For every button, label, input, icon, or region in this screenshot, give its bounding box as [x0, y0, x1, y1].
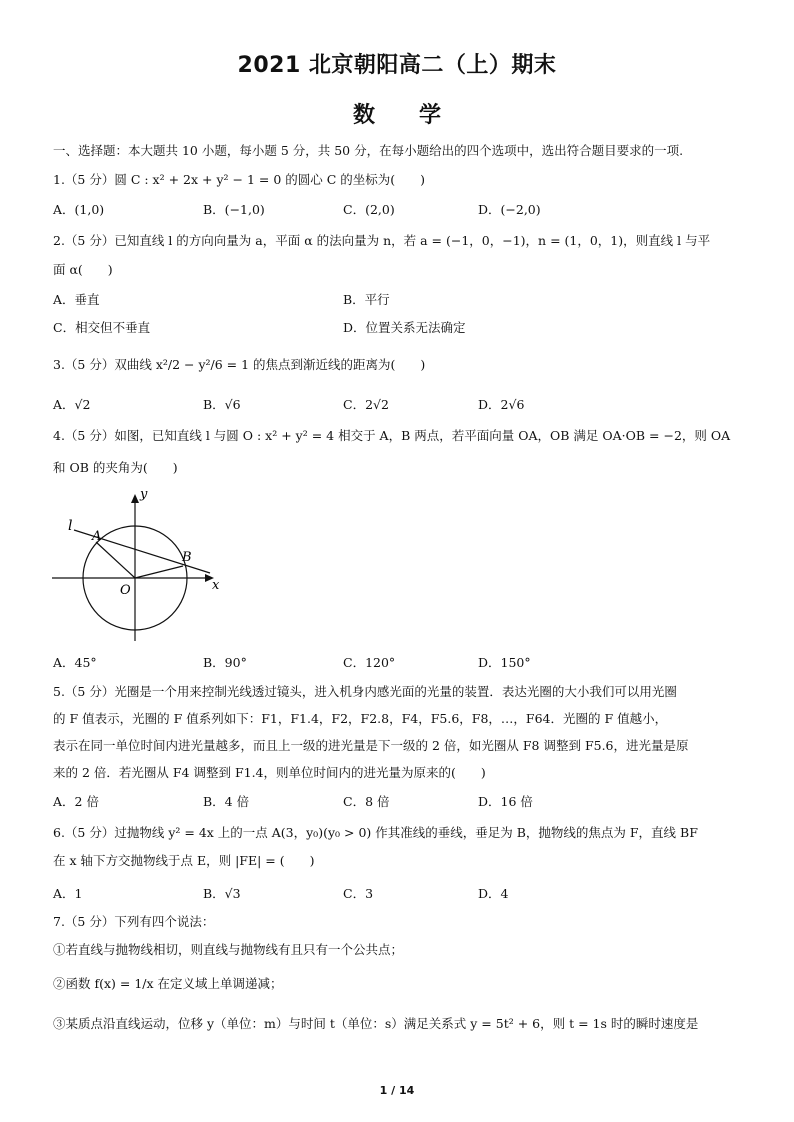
q1-option-b: B．(−1,0) [203, 202, 265, 217]
q2-option-c: C．相交但不垂直 [53, 320, 151, 335]
exam-title: 2021 北京朝阳高二（上）期末 [237, 53, 557, 78]
y-axis-arrow [131, 494, 139, 503]
label-o: O [120, 583, 131, 598]
q4-stem-line1: 4.（5 分）如图，已知直线 l 与圆 O : x² + y² = 4 相交于 A，B 两点，若平面向量 OA，OB 满足 OA·OB = −2，则 OA [53, 428, 731, 443]
q6-option-b: B．√3 [203, 886, 241, 901]
q2-stem-line1: 2.（5 分）已知直线 l 的方向向量为 a，平面 α 的法向量为 n，若 a = (−1，0，−1)，n = (1，0，1)，则直线 l 与平 [53, 233, 711, 248]
q5-option-b: B．4 倍 [203, 794, 250, 809]
q4-stem-line2: 和 OB 的夹角为( ) [53, 460, 178, 475]
q2-option-d: D．位置关系无法确定 [343, 320, 466, 335]
q5-option-a: A．2 倍 [53, 794, 99, 809]
q7-stem: 7.（5 分）下列有四个说法： [53, 914, 215, 929]
subject-title: 数 学 [352, 103, 441, 128]
q5-line1: 5.（5 分）光圈是一个用来控制光线透过镜头，进入机身内感光面的光量的装置．表达光圈的大小我们可以用光圈 [53, 684, 677, 699]
q3-option-d: D．2√6 [478, 397, 525, 412]
q2-option-a: A．垂直 [53, 292, 100, 307]
q4-option-d: D．150° [478, 655, 531, 670]
q5-option-d: D．16 倍 [478, 794, 533, 809]
q5-line2: 的 F 值表示，光圈的 F 值系列如下：F1，F1.4，F2，F2.8，F4，F5.6，F8，…，F64．光圈的 F 值越小， [53, 711, 668, 726]
q7-statement-2: ②函数 f(x) = 1/x 在定义域上单调递减； [53, 976, 283, 991]
circle-line-figure [52, 486, 232, 646]
q7-statement-1: ①若直线与抛物线相切，则直线与抛物线有且只有一个公共点； [53, 942, 404, 957]
q6-option-d: D．4 [478, 886, 509, 901]
label-b: B [182, 550, 192, 565]
q3-option-c: C．2√2 [343, 397, 389, 412]
q6-option-c: C．3 [343, 886, 374, 901]
label-x: x [212, 578, 220, 593]
q3-stem: 3.（5 分）双曲线 x²/2 − y²/6 = 1 的焦点到渐近线的距离为( ) [53, 357, 426, 372]
q1-stem: 1.（5 分）圆 C : x² + 2x + y² − 1 = 0 的圆心 C 的坐标为( ) [53, 172, 426, 187]
q7-statement-3: ③某质点沿直线运动，位移 y（单位：m）与时间 t（单位：s）满足关系式 y = 5t² + 6，则 t = 1s 时的瞬时速度是 [53, 1016, 699, 1031]
q6-line1: 6.（5 分）过抛物线 y² = 4x 上的一点 A(3，y₀)(y₀ > 0) 作其准线的垂线，垂足为 B，抛物线的焦点为 F，直线 BF [53, 825, 698, 840]
label-y: y [140, 487, 148, 502]
q3-option-a: A．√2 [53, 397, 91, 412]
q4-option-c: C．120° [343, 655, 396, 670]
label-l: l [68, 518, 73, 534]
label-a: A [92, 529, 102, 544]
q6-option-a: A．1 [53, 886, 83, 901]
q6-line2: 在 x 轴下方交抛物线于点 E，则 |FE| = ( ) [53, 853, 315, 868]
q1-option-a: A．(1,0) [53, 202, 105, 217]
q1-option-d: D．(−2,0) [478, 202, 541, 217]
radius-ob [135, 566, 183, 578]
q4-option-a: A．45° [53, 655, 97, 670]
q5-line3: 表示在同一单位时间内进光量越多，而且上一级的进光量是下一级的 2 倍，如光圈从 F8 调整到 F5.6，进光量是原 [53, 738, 689, 753]
q2-stem-line2: 面 α( ) [53, 262, 113, 277]
q1-option-c: C．(2,0) [343, 202, 395, 217]
page-number: 1 / 14 [379, 1084, 415, 1097]
q5-option-c: C．8 倍 [343, 794, 390, 809]
q5-line4: 来的 2 倍．若光圈从 F4 调整到 F1.4，则单位时间内的进光量为原来的( ) [53, 765, 486, 780]
section-heading: 一、选择题：本大题共 10 小题，每小题 5 分，共 50 分，在每小题给出的四个选项中，选出符合题目要求的一项. [53, 143, 684, 158]
q3-option-b: B．√6 [203, 397, 241, 412]
q4-option-b: B．90° [203, 655, 247, 670]
q2-option-b: B．平行 [343, 292, 390, 307]
